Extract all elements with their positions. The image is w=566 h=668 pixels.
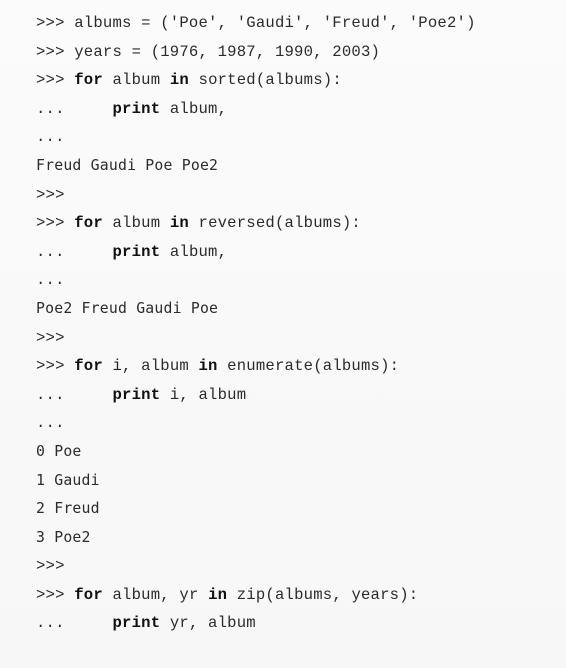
code-text: 3 Poe2 (36, 528, 91, 546)
keyword: for (74, 357, 103, 376)
code-line (36, 266, 556, 295)
code-text: >>> (36, 585, 75, 604)
output-line (36, 524, 556, 553)
code-text: >>> (36, 185, 65, 204)
code-text: ... (36, 614, 113, 633)
keyword: in (198, 357, 218, 376)
code-line (36, 581, 556, 610)
output-line (36, 152, 556, 181)
keyword: print (112, 99, 161, 118)
code-line (36, 95, 556, 124)
code-line (36, 38, 556, 67)
output-line (36, 495, 556, 524)
keyword: in (208, 585, 228, 604)
code-text: 2 Freud (36, 500, 100, 518)
code-line (36, 209, 556, 238)
python-session-listing (36, 9, 556, 638)
code-line (36, 9, 556, 38)
code-text: ... (36, 271, 65, 290)
code-text: ... (36, 242, 113, 261)
code-line (36, 352, 556, 381)
keyword: for (74, 585, 103, 604)
code-text: album, yr (102, 585, 209, 604)
code-text: i, album (160, 385, 247, 404)
code-text: >>> years = (1976, 1987, 1990, 2003) (36, 42, 381, 61)
code-line (36, 181, 556, 210)
code-text: 0 Poe (36, 442, 82, 460)
code-line (36, 123, 556, 152)
code-text: >>> (36, 328, 65, 347)
keyword: print (112, 614, 161, 633)
code-text: ... (36, 385, 113, 404)
keyword: print (112, 242, 161, 261)
output-line (36, 467, 556, 496)
code-text: Freud Gaudi Poe Poe2 (36, 156, 219, 174)
code-text: yr, album (160, 614, 256, 633)
code-line (36, 381, 556, 410)
code-text: reversed(albums): (188, 214, 361, 233)
code-text: >>> albums = ('Poe', 'Gaudi', 'Freud', 'Poe2') (36, 14, 476, 32)
code-text: Poe2 Freud Gaudi Poe (36, 299, 219, 317)
keyword: for (74, 214, 103, 233)
output-line (36, 438, 556, 467)
code-text: ... (36, 99, 113, 118)
code-text: 1 Gaudi (36, 471, 100, 489)
code-text: enumerate(albums): (217, 357, 400, 376)
output-line (36, 295, 556, 324)
keyword: print (112, 385, 161, 404)
code-text: ... (36, 414, 65, 433)
code-text: sorted(albums): (188, 71, 342, 90)
code-text: >>> (36, 357, 75, 376)
code-line (36, 66, 556, 95)
code-text: >>> (36, 71, 75, 90)
code-text: >>> (36, 214, 75, 233)
code-text: album, (160, 99, 228, 118)
keyword: for (74, 71, 103, 90)
code-line (36, 609, 556, 638)
code-text: album, (160, 242, 228, 261)
code-line (36, 238, 556, 267)
keyword: in (169, 71, 189, 90)
code-text: zip(albums, years): (227, 585, 419, 604)
code-text: i, album (102, 357, 199, 376)
code-text: album (102, 71, 170, 90)
code-line (36, 552, 556, 581)
code-text: album (102, 214, 170, 233)
code-text: ... (36, 128, 65, 147)
keyword: in (169, 214, 189, 233)
code-line (36, 324, 556, 353)
code-text: >>> (36, 557, 65, 576)
code-line (36, 409, 556, 438)
